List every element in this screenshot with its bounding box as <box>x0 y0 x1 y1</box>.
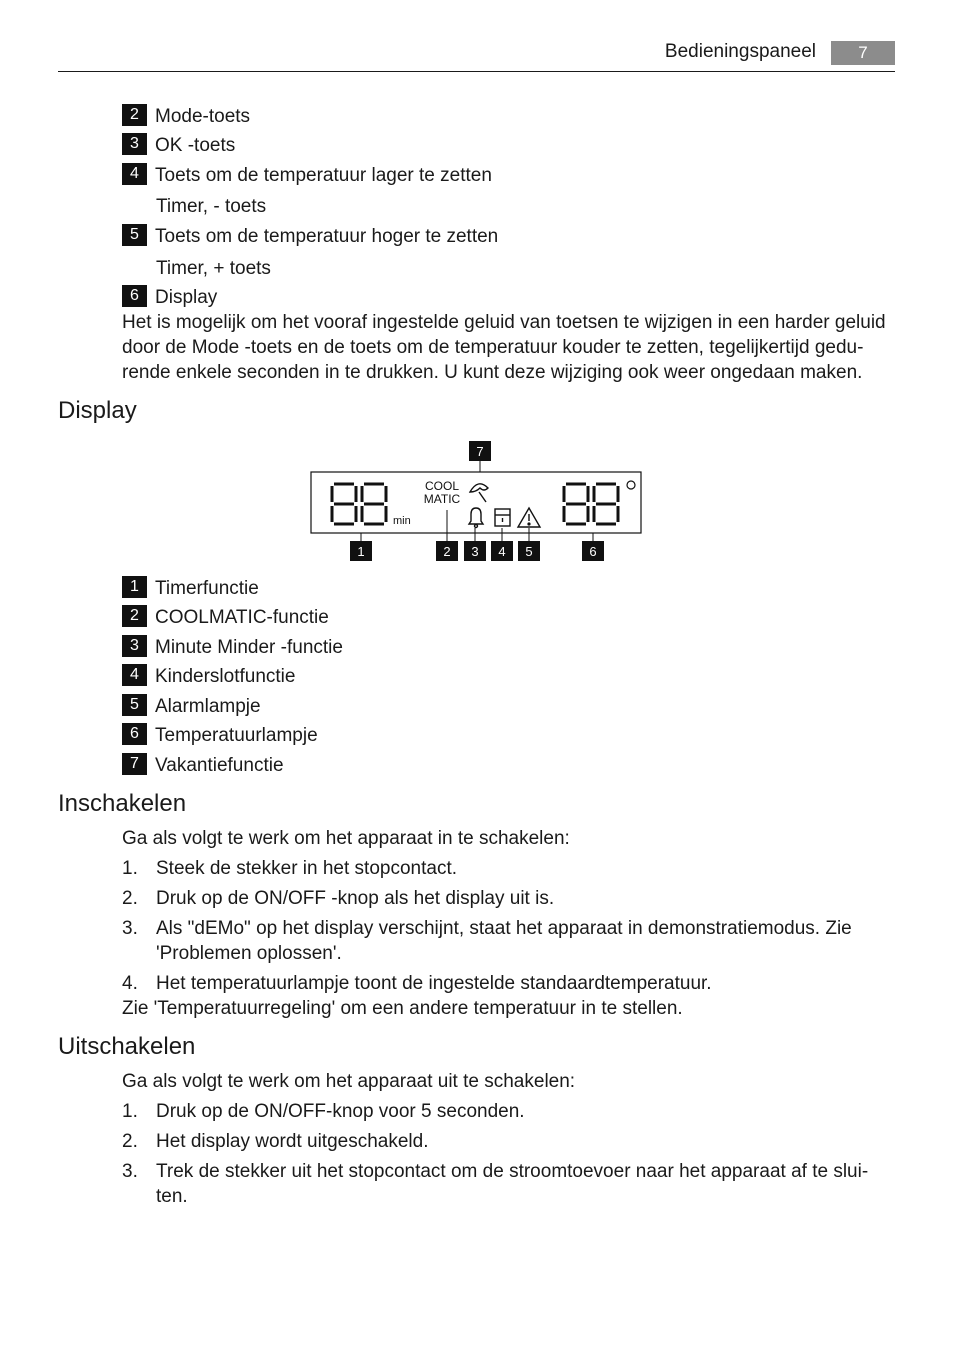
item-number-badge: 6 <box>122 285 147 307</box>
item-number-badge: 4 <box>122 664 147 686</box>
callout-7 <box>469 441 491 472</box>
control-item <box>122 285 217 311</box>
inschakelen-note: Zie 'Temperatuurregeling' om een andere temperatuur in te stellen. <box>122 998 683 1019</box>
svg-text:7: 7 <box>476 444 484 459</box>
legend-label: Minute Minder -functie <box>155 637 343 658</box>
intro-paragraph <box>122 310 897 385</box>
paragraph-line: Het is mogelijk om het vooraf ingestelde geluid van toetsen te wijzigen in een harder geluid <box>122 312 886 333</box>
step-text: Het display wordt uitgeschakeld. <box>156 1131 429 1152</box>
step-text-continued: 'Problemen oplossen'. <box>156 943 342 964</box>
legend-label: Temperatuurlampje <box>155 725 318 746</box>
page-number: 7 <box>831 41 895 65</box>
running-header-title: Bedieningspaneel <box>664 41 816 62</box>
control-item <box>122 133 235 159</box>
control-item <box>122 163 492 189</box>
step-text: Het temperatuurlampje toont de ingestelde standaardtemperatuur. <box>156 973 712 994</box>
min-unit-label: min <box>393 515 411 527</box>
step-text: Druk op de ON/OFF -knop als het display uit is. <box>156 888 555 909</box>
control-item <box>122 224 498 250</box>
step-text: Als "dEMo" op het display verschijnt, staat het apparaat in demonstratiemodus. Zie <box>156 918 852 939</box>
control-extra: Timer, + toets <box>156 258 271 279</box>
step-number: 4. <box>122 973 138 994</box>
step-text: Steek de stekker in het stopcontact. <box>156 858 458 879</box>
svg-text:6: 6 <box>589 544 597 559</box>
bell-icon <box>469 508 483 528</box>
legend-label: COOLMATIC-functie <box>155 607 329 628</box>
item-number-badge: 1 <box>122 576 147 598</box>
step-text: Druk op de ON/OFF-knop voor 5 seconden. <box>156 1101 525 1122</box>
item-number-badge: 4 <box>122 163 147 185</box>
legend-label: Timerfunctie <box>155 578 259 599</box>
child-lock-icon <box>495 509 510 526</box>
legend-label: Alarmlampje <box>155 696 261 717</box>
section-heading-uitschakelen: Uitschakelen <box>58 1033 196 1060</box>
paragraph-line: door de Mode -toets en de toets om de temperatuur kouder te zetten, tegelijkertijd gedu- <box>122 337 864 358</box>
section-heading-inschakelen: Inschakelen <box>58 790 187 817</box>
legend-item <box>122 753 284 779</box>
legend-item <box>122 694 261 720</box>
item-number-badge: 5 <box>122 224 147 246</box>
callout-2 <box>436 510 458 561</box>
svg-text:3: 3 <box>471 544 479 559</box>
item-number-badge: 2 <box>122 605 147 627</box>
control-item <box>122 104 250 130</box>
item-number-badge: 6 <box>122 723 147 745</box>
legend-label: Vakantiefunctie <box>155 755 284 776</box>
item-number-badge: 3 <box>122 635 147 657</box>
control-label: Display <box>155 287 218 308</box>
header-divider <box>58 71 895 72</box>
legend-item <box>122 605 329 631</box>
timer-digits <box>332 484 386 524</box>
inschakelen-intro: Ga als volgt te werk om het apparaat in te schakelen: <box>122 828 570 849</box>
step-number: 2. <box>122 1131 138 1152</box>
umbrella-icon <box>470 484 488 502</box>
degree-icon <box>627 481 635 489</box>
section-heading-display: Display <box>58 397 137 424</box>
control-extra: Timer, - toets <box>156 196 267 217</box>
control-label: Toets om de temperatuur hoger te zetten <box>155 226 499 247</box>
step-number: 3. <box>122 1161 138 1182</box>
step-number: 1. <box>122 858 138 879</box>
callout-6 <box>582 533 604 561</box>
legend-item <box>122 635 343 661</box>
paragraph-line: rende enkele seconden in te drukken. U kunt deze wijziging ook weer ongedaan maken. <box>122 362 863 383</box>
step-number: 3. <box>122 918 138 939</box>
step-number: 1. <box>122 1101 138 1122</box>
item-number-badge: 7 <box>122 753 147 775</box>
alarm-warning-icon <box>518 508 540 527</box>
svg-text:2: 2 <box>443 544 451 559</box>
svg-text:1: 1 <box>357 544 365 559</box>
svg-text:4: 4 <box>498 544 506 559</box>
coolmatic-label-line1: COOL <box>424 479 460 493</box>
uitschakelen-intro: Ga als volgt te werk om het apparaat uit te schakelen: <box>122 1071 576 1092</box>
control-label: Toets om de temperatuur lager te zetten <box>155 165 492 186</box>
item-number-badge: 3 <box>122 133 147 155</box>
temperature-digits <box>564 484 618 524</box>
control-label: Mode-toets <box>155 106 251 127</box>
svg-text:5: 5 <box>525 544 533 559</box>
legend-label: Kinderslotfunctie <box>155 666 296 687</box>
control-label: OK -toets <box>155 135 236 156</box>
callout-1 <box>350 533 372 561</box>
legend-item <box>122 664 295 690</box>
legend-item <box>122 576 259 602</box>
step-text-continued: ten. <box>156 1186 188 1207</box>
step-number: 2. <box>122 888 138 909</box>
legend-item <box>122 723 318 749</box>
coolmatic-label-line2: MATIC <box>423 492 461 506</box>
item-number-badge: 5 <box>122 694 147 716</box>
display-panel-diagram <box>300 436 650 566</box>
item-number-badge: 2 <box>122 104 147 126</box>
step-text: Trek de stekker uit het stopcontact om de stroomtoevoer naar het apparaat af te slui- <box>156 1161 869 1182</box>
